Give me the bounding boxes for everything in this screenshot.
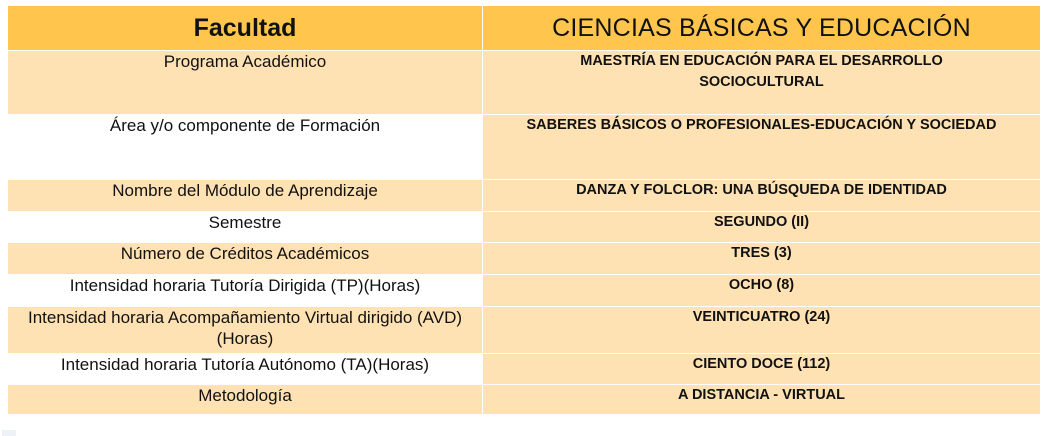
course-info-table (7, 5, 1041, 415)
row-value-tp: OCHO (8) (728, 277, 795, 293)
table-row (8, 212, 1041, 243)
row-value-area: SABERES BÁSICOS O PROFESIONALES-EDUCACIÓN Y SOCIEDAD (526, 117, 997, 133)
row-value-semestre: SEGUNDO (II) (713, 214, 810, 230)
table-row (8, 51, 1041, 115)
table-row (8, 243, 1041, 275)
table-row (8, 275, 1041, 307)
row-value-ta: CIENTO DOCE (112) (692, 356, 831, 372)
row-label-tp: Intensidad horaria Tutoría Dirigida (TP)(Horas) (8, 275, 483, 307)
table-row (8, 180, 1041, 212)
row-value-metodologia: A DISTANCIA - VIRTUAL (677, 387, 845, 403)
row-label-programa: Programa Académico (8, 51, 483, 115)
row-value-creditos: TRES (3) (731, 245, 792, 261)
table-row (8, 354, 1041, 385)
row-label-avd: Intensidad horaria Acompañamiento Virtual dirigido (AVD)(Horas) (8, 307, 483, 354)
row-value-modulo: DANZA Y FOLCLOR: UNA BÚSQUEDA DE IDENTIDAD (576, 182, 947, 198)
row-value-avd: VEINTICUATRO (24) (692, 309, 831, 325)
table-row (8, 385, 1041, 415)
row-label-ta: Intensidad horaria Tutoría Autónomo (TA)(Horas) (8, 354, 483, 385)
table-row (8, 115, 1041, 180)
page-corner-artifact (2, 430, 16, 436)
faculty-value: CIENCIAS BÁSICAS Y EDUCACIÓN (483, 6, 1041, 51)
row-label-semestre: Semestre (8, 212, 483, 243)
faculty-label: Facultad (8, 6, 483, 51)
table-row (8, 307, 1041, 354)
row-label-creditos: Número de Créditos Académicos (8, 243, 483, 275)
row-label-modulo: Nombre del Módulo de Aprendizaje (8, 180, 483, 212)
row-label-metodologia: Metodología (8, 385, 483, 415)
header-row (8, 6, 1041, 51)
row-value-programa: MAESTRÍA EN EDUCACIÓN PARA EL DESARROLLO SOCIOCULTURAL (580, 53, 943, 90)
row-label-area: Área y/o componente de Formación (8, 115, 483, 180)
